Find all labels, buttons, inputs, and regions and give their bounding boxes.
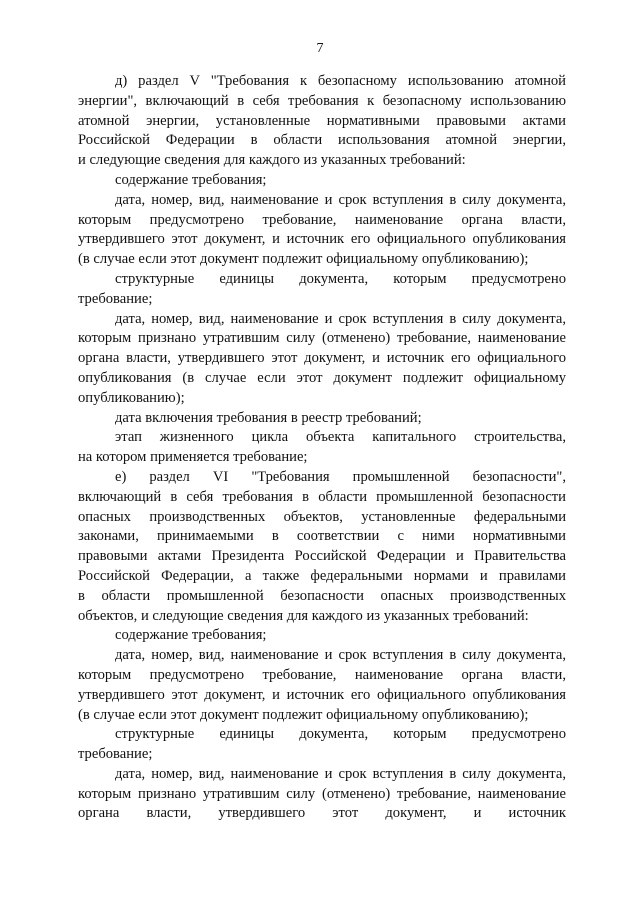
text-line: в области промышленной безопасности опасных производственных — [78, 587, 566, 604]
text-line: дата, номер, вид, наименование и срок вступления в силу документа, — [115, 765, 566, 782]
text-line: атомной энергии, установленные нормативными правовыми актами — [78, 112, 566, 129]
text-line: структурные единицы документа, которым предусмотрено — [115, 726, 566, 743]
text-line: Российской Федерации, а также федеральными нормами и правилами — [78, 567, 566, 584]
text-line: утвердившего этот документ, и источник его официального опубликования — [78, 686, 566, 703]
text-line: которым предусмотрено требование, наименование органа власти, — [78, 211, 566, 228]
text-line: требование; — [78, 290, 153, 307]
text-line: утвердившего этот документ, и источник его официального опубликования — [78, 231, 566, 248]
text-line: структурные единицы документа, которым предусмотрено — [115, 270, 566, 287]
text-line: которым признано утратившим силу (отменено) требование, наименование — [78, 785, 566, 802]
text-line: содержание требования; — [115, 171, 267, 188]
text-line: дата, номер, вид, наименование и срок вступления в силу документа, — [115, 191, 566, 208]
text-line: Российской Федерации в области использования атомной энергии, — [78, 132, 566, 149]
text-line: законами, принимаемыми в соответствии с ними нормативными — [78, 528, 566, 545]
text-line: е) раздел VI "Требования промышленной безопасности", — [115, 468, 566, 485]
text-line: энергии", включающий в себя требования к безопасному использованию — [78, 92, 566, 109]
text-line: дата включения требования в реестр требований; — [115, 409, 422, 426]
text-line: которым признано утратившим силу (отменено) требование, наименование — [78, 330, 566, 347]
text-line: (в случае если этот документ подлежит официальному опубликованию); — [78, 251, 529, 268]
text-line: (в случае если этот документ подлежит официальному опубликованию); — [78, 706, 529, 723]
text-line: включающий в себя требования в области промышленной безопасности — [78, 488, 566, 505]
text-line: на котором применяется требование; — [78, 449, 308, 466]
document-body — [78, 72, 566, 824]
text-line: органа власти, утвердившего этот документ, и источник — [78, 805, 566, 822]
text-line: дата, номер, вид, наименование и срок вступления в силу документа, — [115, 647, 566, 664]
text-line: и следующие сведения для каждого из указанных требований: — [78, 152, 466, 169]
text-line: этап жизненного цикла объекта капитального строительства, — [115, 429, 566, 446]
text-line: органа власти, утвердившего этот документ, и источник его официального — [78, 350, 566, 367]
page-number: 7 — [316, 41, 324, 56]
text-line: объектов, и следующие сведения для каждого из указанных требований: — [78, 607, 529, 624]
text-line: опасных производственных объектов, установленные федеральными — [78, 508, 566, 525]
text-line: требование; — [78, 746, 153, 763]
text-line: опубликованию); — [78, 389, 185, 406]
text-line: д) раздел V "Требования к безопасному использованию атомной — [115, 73, 566, 89]
text-line: опубликования (в случае если этот документ подлежит официальному — [78, 369, 566, 386]
text-line: дата, номер, вид, наименование и срок вступления в силу документа, — [115, 310, 566, 327]
text-line: содержание требования; — [115, 627, 267, 644]
text-line: правовыми актами Президента Российской Федерации и Правительства — [78, 548, 566, 565]
text-line: которым предусмотрено требование, наименование органа власти, — [78, 666, 566, 683]
